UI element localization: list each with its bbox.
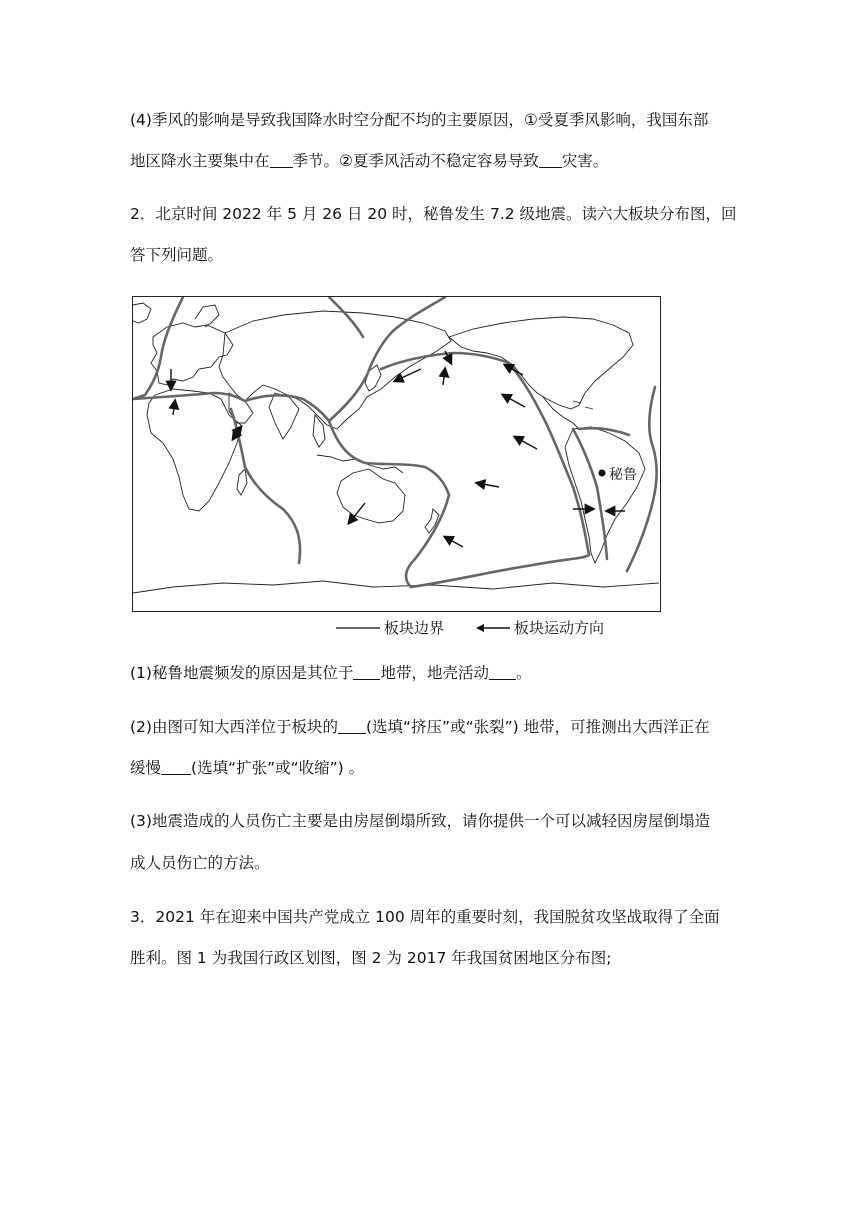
q2-sub1-text-b: 地带，地壳活动 <box>380 664 489 682</box>
legend-motion-label: 板块运动方向 <box>514 619 605 637</box>
q2-sub3-line1 <box>130 811 710 831</box>
plate-motion-arrow-icon <box>395 369 421 381</box>
new-zealand-outline <box>425 509 439 533</box>
q2-stem-line2 <box>130 245 223 265</box>
plate-motion-arrow-icon <box>173 401 175 415</box>
q2-sub1-text-c: 。 <box>515 664 532 682</box>
answer-blank[interactable] <box>539 151 562 168</box>
q2-sub2-text-c: 缓慢 <box>130 759 162 777</box>
plate-motion-arrow-icon <box>443 369 445 385</box>
q2-sub3-line2 <box>130 853 270 873</box>
caribbean-outline <box>573 401 593 409</box>
q1-part4-text-c: 灾害。 <box>561 152 609 170</box>
boundary-mid-atlantic-north <box>133 297 183 399</box>
north-america-outline <box>449 317 633 409</box>
legend-arrow-icon <box>476 621 512 635</box>
plate-motion-arrow-icon <box>349 503 365 523</box>
boundary-indian-ocean-ridge <box>245 467 300 563</box>
plate-motion-arrow-icon <box>503 395 525 407</box>
scandinavia-outline <box>195 305 219 327</box>
boundary-tonga-kermadec <box>406 495 449 587</box>
boundary-sunda-trench <box>329 421 449 495</box>
india-outline <box>269 393 299 439</box>
q2-sub3-text: 成人员伤亡的方法。 <box>130 854 270 872</box>
q2-sub3-text: (3)地震造成的人员伤亡主要是由房屋倒塌所致，请你提供一个可以减轻因房屋倒塌造 <box>130 812 710 830</box>
q2-stem-line1 <box>130 204 737 224</box>
boundary-eurasia-africa <box>133 393 245 401</box>
q2-sub2-line2 <box>130 758 364 778</box>
boundary-pacific-antarctic <box>411 555 589 587</box>
boundary-andes <box>573 429 607 559</box>
answer-blank[interactable] <box>161 758 191 775</box>
asia-outline <box>219 311 451 429</box>
q2-stem-text: 答下列问题。 <box>130 246 224 264</box>
boundary-east-pacific-rise <box>509 363 589 555</box>
q3-stem-line2 <box>130 948 611 968</box>
central-america-outline <box>543 397 579 429</box>
africa-outline <box>147 389 241 511</box>
q2-sub1 <box>130 663 532 683</box>
plate-motion-arrow-icon <box>477 483 499 487</box>
q3-stem-text: 胜利。图 1 为我国行政区划图，图 2 为 2017 年我国贫困地区分布图; <box>130 949 612 967</box>
madagascar-outline <box>237 469 247 495</box>
plate-map-svg <box>133 297 659 610</box>
land-outlines <box>133 303 659 593</box>
plate-boundaries <box>133 297 657 587</box>
peru-label: 秘鲁 <box>609 467 637 483</box>
boundary-north-pacific <box>381 353 509 369</box>
answer-blank[interactable] <box>489 663 516 680</box>
europe-outline <box>151 323 233 385</box>
plate-motion-arrow-icon <box>445 537 463 547</box>
q1-part4-text-b: 季节。②夏季风活动不稳定容易导致 <box>292 152 539 170</box>
se-asia-outline <box>313 415 325 447</box>
answer-blank[interactable] <box>338 717 366 734</box>
plate-motion-arrow-icon <box>515 437 537 449</box>
q3-stem-text: 3．2021 年在迎来中国共产党成立 100 周年的重要时刻，我国脱贫攻坚战取得了全面 <box>130 908 720 926</box>
legend-boundary-label: 板块边界 <box>384 619 445 637</box>
q1-part4-line1 <box>130 110 708 130</box>
q2-sub2-text-b: (选填“挤压”或“张裂”) 地带，可推测出大西洋正在 <box>365 718 710 736</box>
japan-outline <box>365 365 381 391</box>
answer-blank[interactable] <box>353 663 380 680</box>
greenland-outline <box>133 303 151 323</box>
australia-outline <box>337 469 405 523</box>
q3-stem-line1 <box>130 907 720 927</box>
boundary-arctic <box>329 297 363 337</box>
q1-part4-text: (4)季风的影响是导致我国降水时空分配不均的主要原因，①受夏季风影响，我国东部 <box>130 111 709 129</box>
q2-sub2-line1 <box>130 717 710 737</box>
q2-sub2-text-d: (选填“扩张”或“收缩”) 。 <box>191 759 365 777</box>
antarctica-outline <box>133 581 659 593</box>
answer-blank[interactable] <box>270 151 293 168</box>
plate-boundary-legend-line <box>336 627 380 629</box>
q2-sub1-text-a: (1)秘鲁地震频发的原因是其位于 <box>130 664 354 682</box>
q2-sub2-text-a: (2)由图可知大西洋位于板块的 <box>130 718 338 736</box>
q1-part4-text-a: 地区降水主要集中在 <box>130 152 270 170</box>
q1-part4-line2 <box>130 151 608 171</box>
plate-map <box>132 296 661 612</box>
peru-location-dot-icon <box>599 470 606 477</box>
q2-stem-text: 2．北京时间 2022 年 5 月 26 日 20 时，秘鲁发生 7.2 级地震。读六大板块分布图，回 <box>130 205 737 223</box>
